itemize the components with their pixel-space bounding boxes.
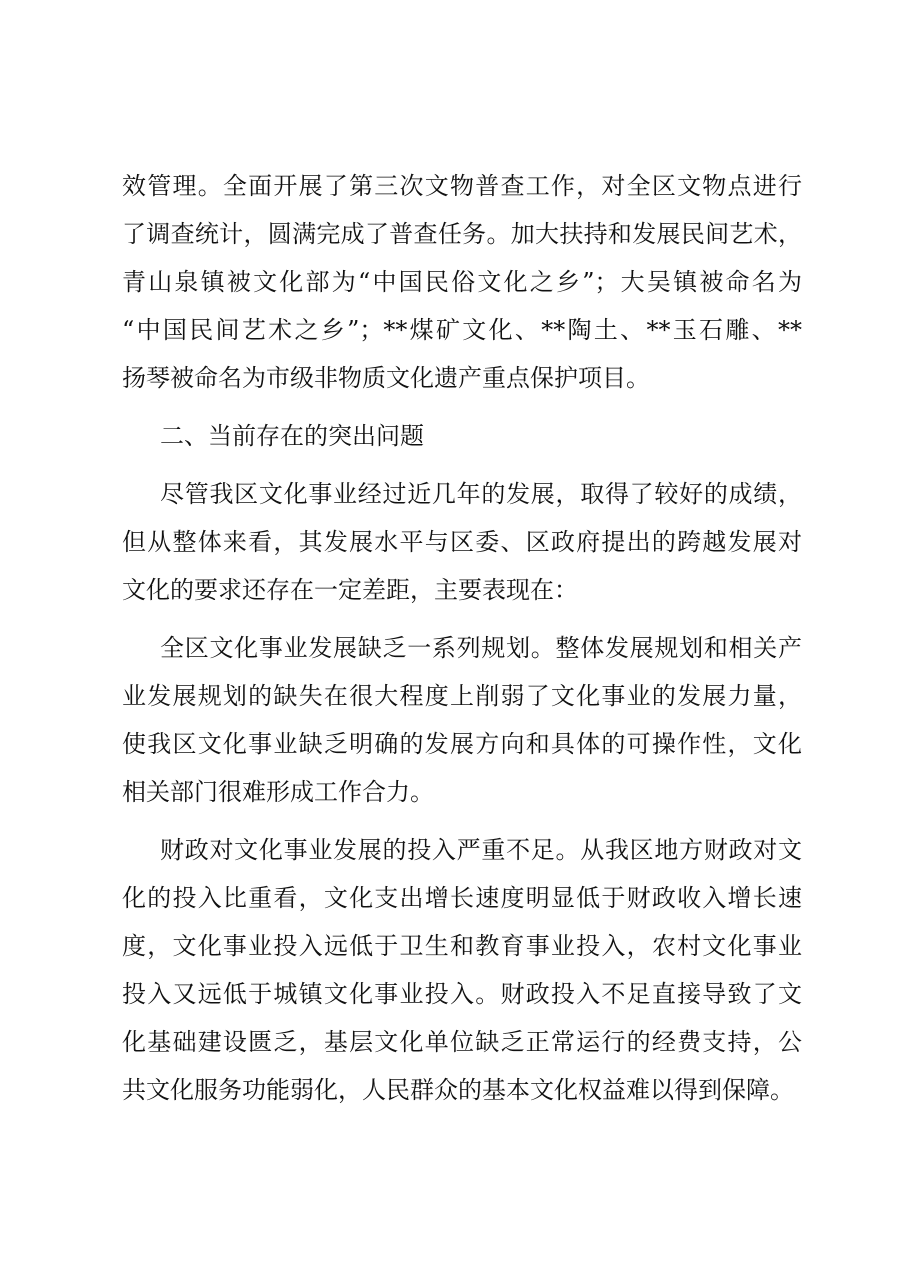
text-line: 全区文化事业发展缺乏一系列规划。整体发展规划和相关产 [160, 634, 802, 662]
text-line: 效管理。全面开展了第三次文物普查工作，对全区文物点进行 [122, 172, 802, 200]
text-line: 投入又远低于城镇文化事业投入。财政投入不足直接导致了文 [122, 980, 802, 1008]
text-line: 青山泉镇被文化部为“中国民俗文化之乡”；大吴镇被命名为 [122, 268, 802, 296]
section-heading-problems [122, 412, 802, 460]
text-line: 财政对文化事业发展的投入严重不足。从我区地方财政对文 [160, 836, 802, 864]
text-line: 共文化服务功能弱化，人民群众的基本文化权益难以得到保障。 [122, 1076, 794, 1104]
text-line: 使我区文化事业缺乏明确的发展方向和具体的可操作性，文化 [122, 730, 802, 758]
text-line: 尽管我区文化事业经过近几年的发展，取得了较好的成绩， [160, 480, 802, 508]
text-line: 度，文化事业投入远低于卫生和教育事业投入，农村文化事业 [122, 932, 802, 960]
text-line: 相关部门很难形成工作合力。 [122, 778, 434, 806]
document-body [122, 162, 802, 1124]
text-line: “中国民间艺术之乡”；**煤矿文化、**陶土、**玉石雕、** [122, 316, 802, 344]
paragraph-funding [122, 826, 802, 1114]
paragraph-overview [122, 470, 802, 614]
text-line: 化基础建设匮乏，基层文化单位缺乏正常运行的经费支持，公 [122, 1028, 802, 1056]
text-line: 化的投入比重看，文化支出增长速度明显低于财政收入增长速 [122, 884, 802, 912]
paragraph-heritage-management [122, 162, 802, 402]
text-line: 文化的要求还存在一定差距，主要表现在： [122, 576, 578, 604]
text-line: 业发展规划的缺失在很大程度上削弱了文化事业的发展力量， [122, 682, 802, 710]
paragraph-planning [122, 624, 802, 816]
text-line: 了调查统计，圆满完成了普查任务。加大扶持和发展民间艺术， [122, 220, 802, 248]
text-line: 但从整体来看，其发展水平与区委、区政府提出的跨越发展对 [122, 528, 802, 556]
text-line: 扬琴被命名为市级非物质文化遗产重点保护项目。 [122, 364, 650, 392]
section-heading: 二、当前存在的突出问题 [160, 422, 424, 450]
